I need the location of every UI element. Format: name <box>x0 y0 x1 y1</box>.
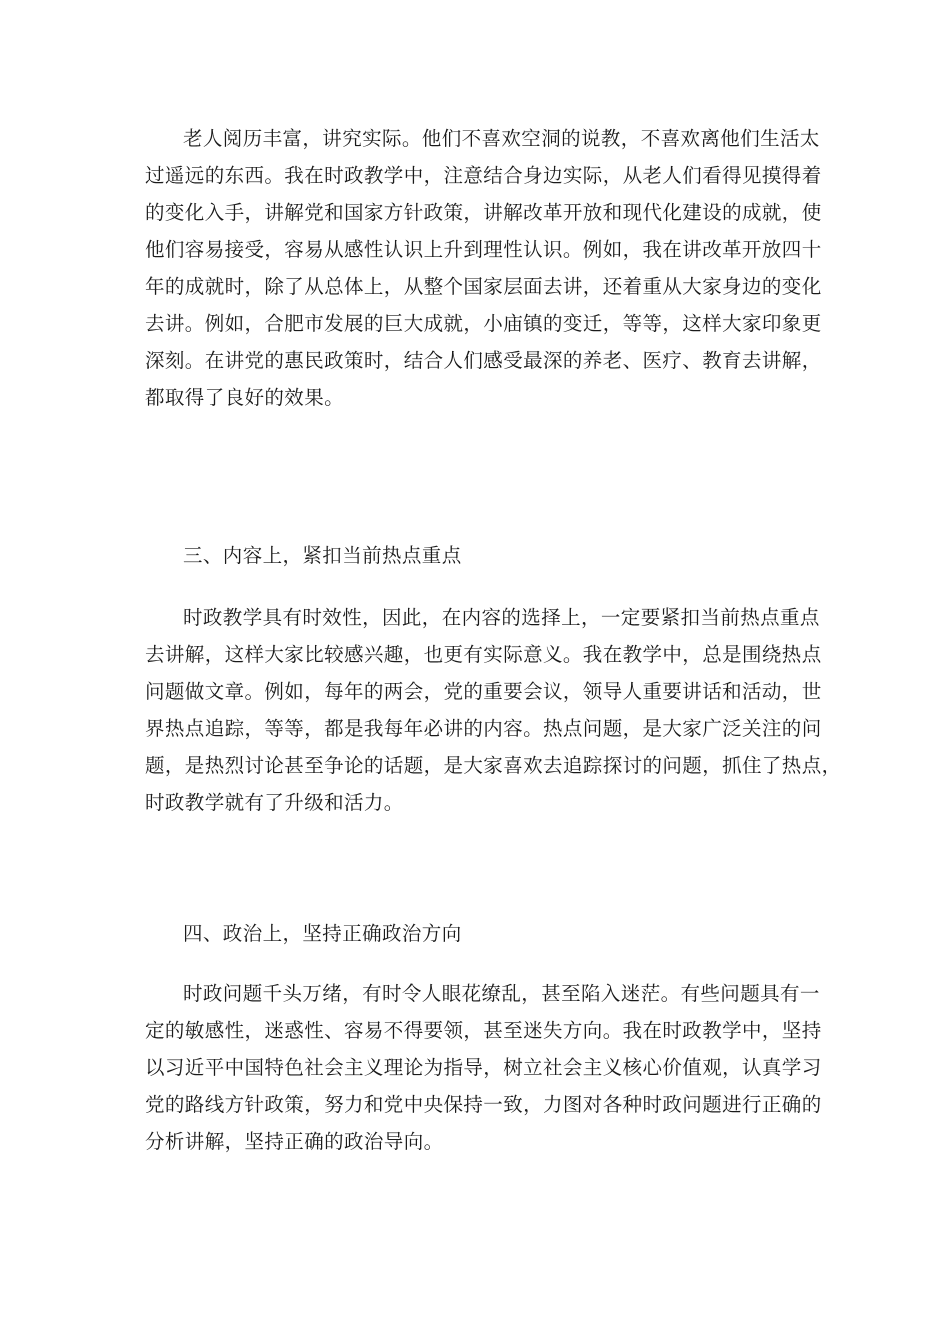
paragraph-line: 党的路线方针政策，努力和党中央保持一致，力图对各种时政问题进行正确的 <box>145 1093 822 1116</box>
paragraph-line: 时政问题千头万绪，有时令人眼花缭乱，甚至陷入迷茫。有些问题具有一 <box>183 982 820 1005</box>
paragraph-line: 去讲解，这样大家比较感兴趣，也更有实际意义。我在教学中，总是围绕热点 <box>145 643 822 666</box>
paragraph-line: 都取得了良好的效果。 <box>145 386 345 409</box>
paragraph-elderly-practical <box>145 120 822 416</box>
paragraph-line: 去讲。例如，合肥市发展的巨大成就，小庙镇的变迁，等等，这样大家印象更 <box>145 312 822 335</box>
paragraph-line: 时政教学就有了升级和活力。 <box>145 791 404 814</box>
paragraph-line: 定的敏感性，迷惑性、容易不得要领，甚至迷失方向。我在时政教学中，坚持 <box>145 1019 822 1042</box>
paragraph-line: 年的成就时，除了从总体上，从整个国家层面去讲，还着重从大家身边的变化 <box>145 275 822 298</box>
paragraph-line: 过遥远的东西。我在时政教学中，注意结合身边实际，从老人们看得见摸得着 <box>145 164 822 187</box>
section-heading-content: 三、内容上，紧扣当前热点重点 <box>183 544 462 567</box>
paragraph-political-direction <box>145 975 822 1160</box>
paragraph-line: 问题做文章。例如，每年的两会，党的重要会议，领导人重要讲话和活动，世 <box>145 680 822 703</box>
paragraph-line: 老人阅历丰富，讲究实际。他们不喜欢空洞的说教，不喜欢离他们生活太 <box>183 127 820 150</box>
paragraph-line: 他们容易接受，容易从感性认识上升到理性认识。例如，我在讲改革开放四十 <box>145 238 822 261</box>
paragraph-line: 题，是热烈讨论甚至争论的话题，是大家喜欢去追踪探讨的问题，抓住了热点， <box>145 754 842 777</box>
paragraph-hot-topics <box>145 599 842 821</box>
paragraph-line: 的变化入手，讲解党和国家方针政策，讲解改革开放和现代化建设的成就，使 <box>145 201 822 224</box>
paragraph-line: 分析讲解，坚持正确的政治导向。 <box>145 1130 444 1153</box>
paragraph-line: 界热点追踪，等等，都是我每年必讲的内容。热点问题，是大家广泛关注的问 <box>145 717 822 740</box>
section-heading-politics: 四、政治上，坚持正确政治方向 <box>183 922 462 945</box>
paragraph-line: 深刻。在讲党的惠民政策时，结合人们感受最深的养老、医疗、教育去讲解， <box>145 349 822 372</box>
paragraph-line: 以习近平中国特色社会主义理论为指导，树立社会主义核心价值观，认真学习 <box>145 1056 822 1079</box>
paragraph-line: 时政教学具有时效性，因此，在内容的选择上，一定要紧扣当前热点重点 <box>183 606 820 629</box>
